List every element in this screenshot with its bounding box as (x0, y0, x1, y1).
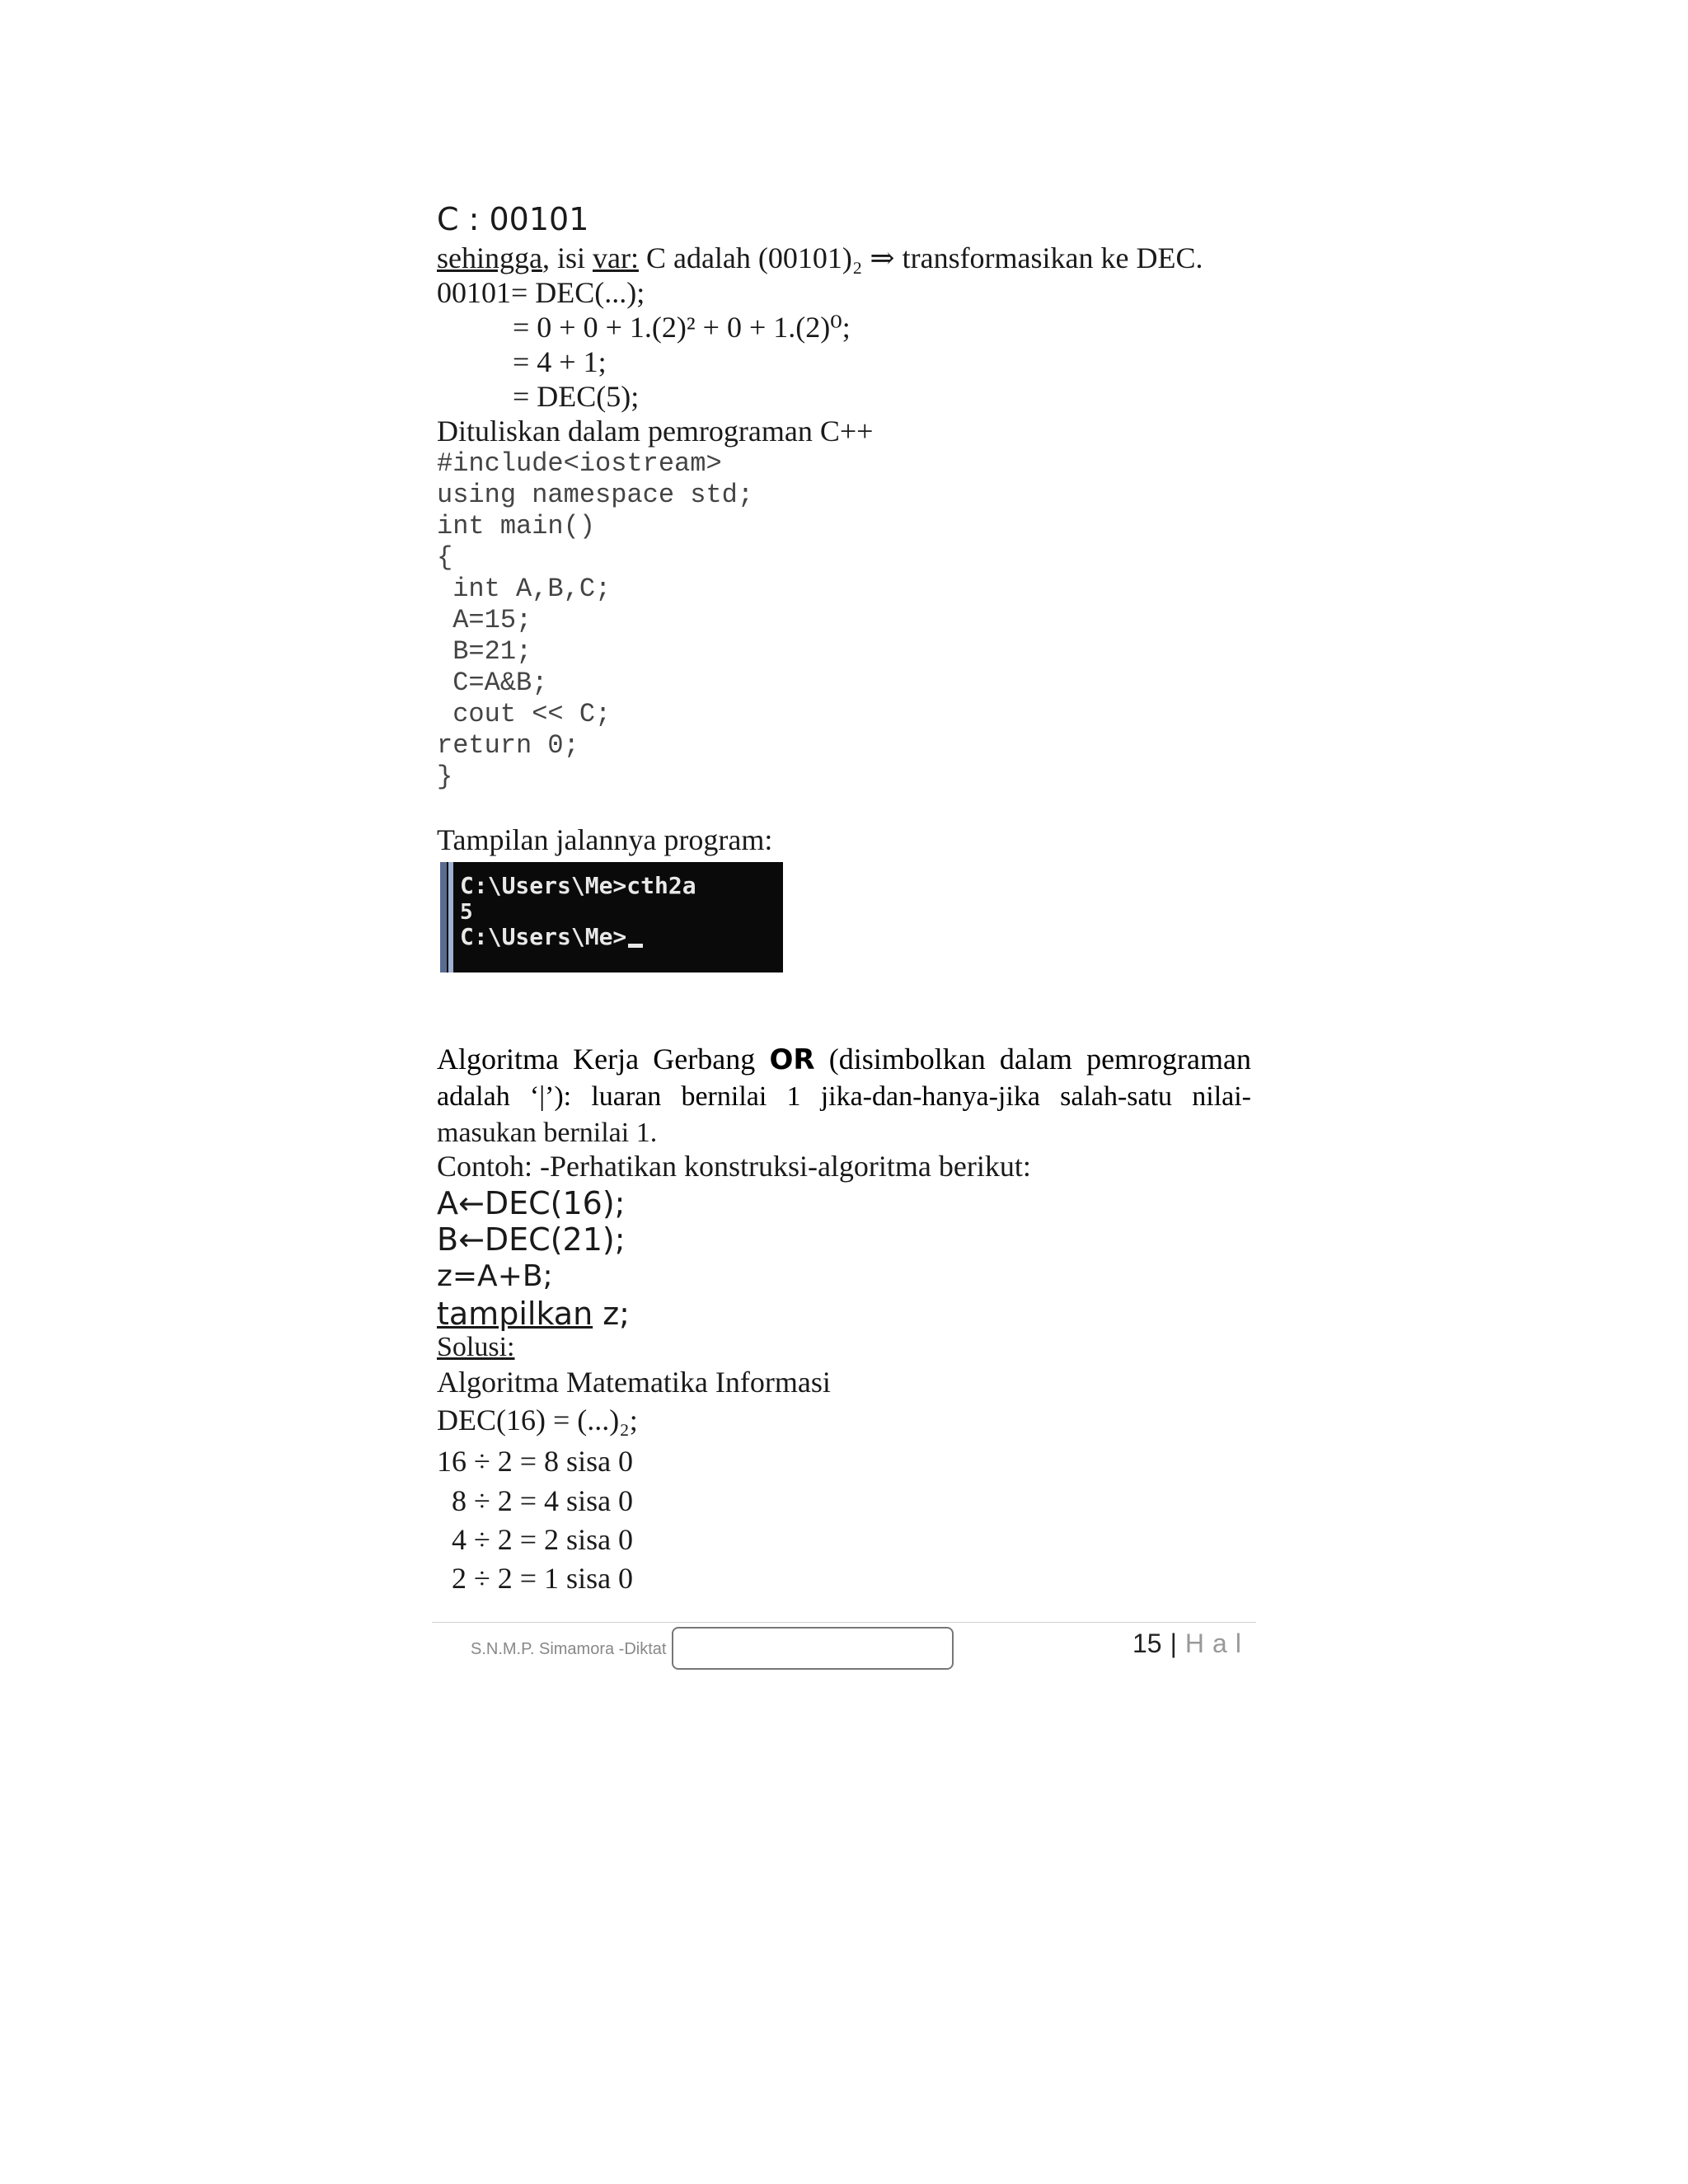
contoh-line: Contoh: -Perhatikan konstruksi-algoritma berikut: (437, 1150, 1031, 1183)
sehingga-rest: C adalah (00101)₂ ⇒ transformasikan ke DEC. (638, 241, 1203, 274)
code-line: cout << C; (437, 699, 612, 729)
tampilkan-line (437, 1296, 630, 1332)
or-intro-end: (disimbolkan dalam pemrograman (814, 1043, 1251, 1076)
calc-line-0: 00101= DEC(...); (437, 276, 645, 309)
footer-divider (432, 1622, 1256, 1623)
run-heading: Tampilan jalannya program: (437, 823, 773, 856)
cpp-heading: Dituliskan dalam pemrograman C++ (437, 415, 874, 448)
footer-author: S.N.M.P. Simamora -Diktat (471, 1640, 667, 1658)
algo-line: B←DEC(21); (437, 1221, 626, 1258)
console-line: C:\Users\Me>cth2a (460, 872, 696, 899)
or-paragraph-line-3: masukan bernilai 1. (437, 1118, 658, 1148)
solusi-label: Solusi: (437, 1332, 515, 1362)
code-line: return 0; (437, 730, 579, 761)
console-output-image (440, 862, 783, 972)
or-intro: Algoritma Kerja Gerbang (437, 1043, 770, 1076)
calc-line-1: = 0 + 0 + 1.(2)² + 0 + 1.(2)⁰; (513, 311, 851, 344)
sehingga-word: sehingga (437, 241, 542, 274)
division-line: 8 ÷ 2 = 4 sisa 0 (452, 1484, 634, 1517)
sehingga-line (437, 241, 1203, 275)
sehingga-mid: , isi (542, 241, 593, 274)
console-scrollbar-edge (448, 862, 453, 972)
division-line: 4 ÷ 2 = 2 sisa 0 (452, 1523, 634, 1556)
code-line: int main() (437, 511, 596, 541)
code-line: A=15; (437, 605, 532, 635)
code-line: C=A&B; (437, 668, 548, 698)
console-scrollbar (440, 862, 447, 972)
footer-page-info (1132, 1629, 1250, 1659)
code-line: { (437, 542, 453, 573)
console-prompt (460, 923, 643, 950)
tampilkan-rest: z; (593, 1296, 630, 1332)
code-line: } (437, 762, 453, 792)
console-line: C:\Users\Me> (460, 923, 627, 950)
footer-text-box (672, 1627, 954, 1670)
algo-line: z=A+B; (437, 1259, 553, 1293)
page-separator: | (1170, 1629, 1177, 1658)
code-line: #include<iostream> (437, 448, 722, 479)
ami-heading: Algoritma Matematika Informasi (437, 1366, 831, 1399)
tampilkan-word: tampilkan (437, 1296, 593, 1332)
or-paragraph-line-2: adalah ‘|’): luaran bernilai 1 jika-dan-hanya-jika salah-satu nilai- (437, 1081, 1251, 1112)
code-line: B=21; (437, 636, 532, 667)
calc-line-2: = 4 + 1; (513, 345, 607, 378)
console-line: 5 (460, 900, 473, 925)
code-line: using namespace std; (437, 480, 754, 510)
var-word: var: (592, 241, 639, 274)
or-word: OR (769, 1043, 815, 1076)
algo-line: A←DEC(16); (437, 1185, 626, 1221)
or-paragraph-line-1 (437, 1042, 1251, 1077)
division-line: 2 ÷ 2 = 1 sisa 0 (452, 1562, 634, 1595)
console-cursor (628, 944, 643, 948)
dec16-line: DEC(16) = (...)₂; (437, 1404, 638, 1436)
division-line: 16 ÷ 2 = 8 sisa 0 (437, 1445, 634, 1478)
calc-line-3: = DEC(5); (513, 380, 640, 413)
c-value-line: C : 00101 (437, 201, 589, 237)
page-number: 15 (1132, 1629, 1162, 1658)
hal-label: Hal (1184, 1629, 1250, 1658)
code-line: int A,B,C; (437, 574, 612, 604)
